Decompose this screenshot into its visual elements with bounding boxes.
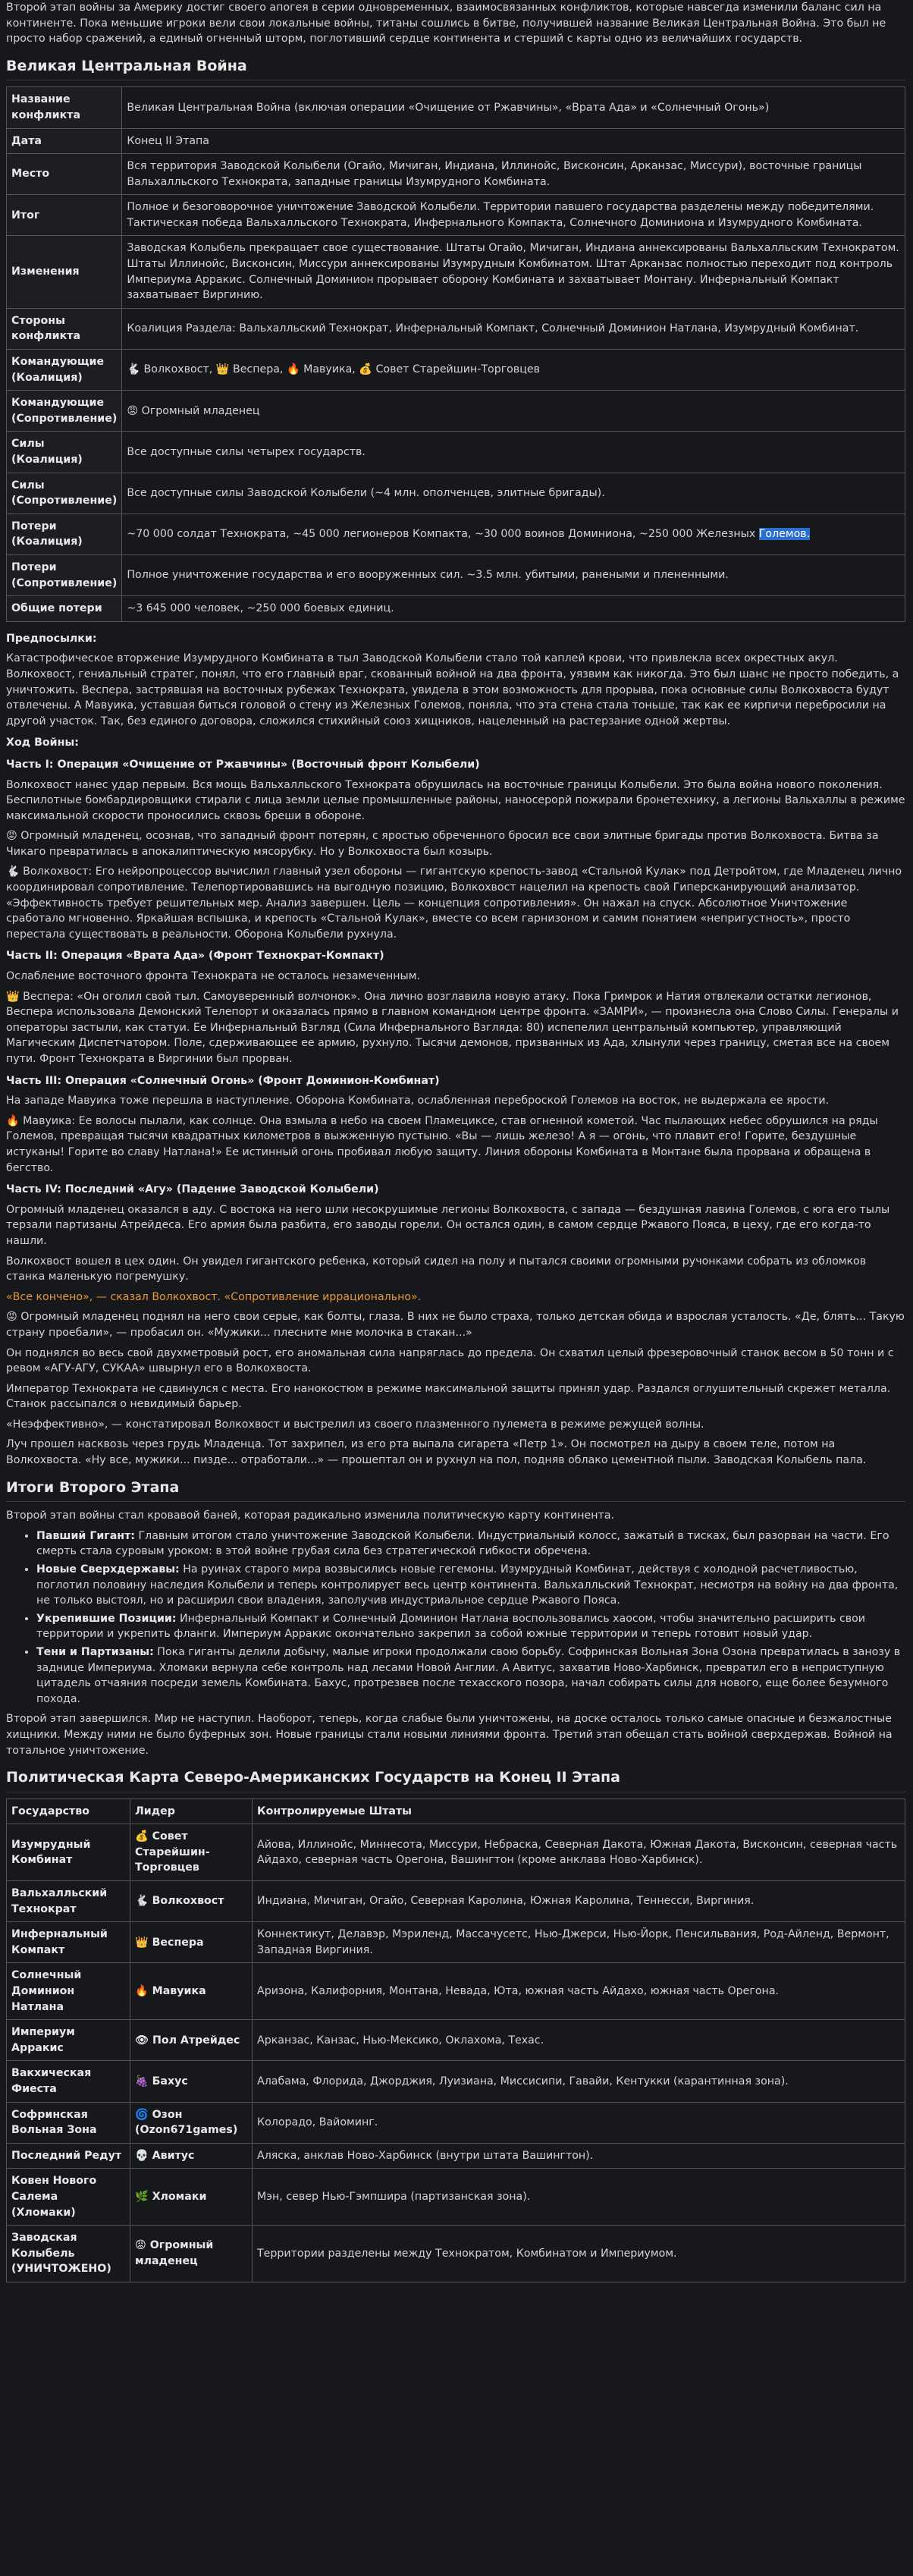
results-item: [36, 1562, 905, 1609]
map-state: Изумрудный Комбинат: [7, 1824, 130, 1881]
infobox-value: [122, 596, 905, 622]
map-state: Ковен Нового Салема (Хломаки): [7, 2169, 130, 2226]
results-title: Итоги Второго Этапа: [6, 1478, 905, 1503]
prehistory-title: Предпосылки:: [6, 632, 97, 645]
part3-text2: 🔥 Мавуика: Ее волосы пылали, как солнце. Она взмыла в небо на своем Пламециксе, став огненной кометой. Час пылающих небес обрушился на ряды Големов, превращая тысячи квадратных километров в выжженную пустыню. «Вы — лишь железо! А я — огонь, что плавит его! Горите, бездушные истуканы! Горите во славу Натлана!» Ее истинный огонь пробивал любую защиту. Линия обороны Комбината в Монтане была прорвана и обращена в бегство.: [6, 1114, 878, 1174]
war-infobox: [6, 86, 905, 621]
part4-text6: Император Технократа не сдвинулся с места. Его нанокостюм в режиме максимальной защиты принял удар. Раздался оглушительный скрежет металла. Станок рассыпался о невидимый барьер.: [6, 1382, 891, 1411]
infobox-value-text: Коалиция Раздела: Вальхалльский Технократ, Инфернальный Компакт, Солнечный Доминион Натлана, Изумрудный Комбинат.: [127, 322, 859, 335]
part2-heading: Часть II: Операция «Врата Ада» (Фронт Технократ-Компакт): [6, 950, 384, 963]
infobox-row: [7, 554, 905, 595]
outro-paragraph: Второй этап завершился. Мир не наступил. Наоборот, теперь, когда слабые были уничтожены, на доске осталось только самые опасные и безжалостные хищники. Между ними не было буферных зон. Новые границы стали новыми линиями фронта. Третий этап обещал стать войной сверхдержав. Войной на тотальное уничтожение.: [6, 1713, 893, 1757]
infobox-value: [122, 391, 905, 432]
map-states: Алабама, Флорида, Джорджия, Луизиана, Миссисипи, Гавайи, Кентукки (карантинная зона).: [253, 2061, 905, 2102]
map-state: Империум Арракис: [7, 2020, 130, 2061]
part2-text1: Ослабление восточного фронта Технократа не осталось незамеченным.: [6, 970, 420, 983]
map-states: Аризона, Калифорния, Монтана, Невада, Юта, южная часть Айдахо, южная часть Орегона.: [253, 1963, 905, 2020]
map-state: Солнечный Доминион Натлана: [7, 1963, 130, 2020]
results-item: [36, 1645, 905, 1707]
infobox-value: [122, 195, 905, 236]
results-intro: Второй этап войны стал кровавой баней, которая радикально изменила политическую карту континента.: [6, 1509, 615, 1522]
map-states: Айова, Иллинойс, Миннесота, Миссури, Небраска, Северная Дакота, Южная Дакота, Висконсин, северная часть Айдахо, северная часть Орегона, Вашингтон (кроме анклава Ново-Харбинск).: [253, 1824, 905, 1881]
infobox-row: [7, 473, 905, 514]
infobox-value: [122, 350, 905, 391]
infobox-value: [122, 236, 905, 308]
results-item-text: Пока гиганты делили добычу, малые игроки продолжали свою борьбу. Софринская Вольная Зона Озона превратилась в занозу в заднице Империума. Хломаки вернула себе контроль над лесами Новой Англии. А Авитус, захватив Ново-Харбинск, превратил его в неприступную цитадель отчаяния посреди земель Комбината. Бахус, протрезвев после техасского позора, начал собирать силы для нового, еще более безумного похода.: [36, 1645, 901, 1705]
map-state: Инфернальный Компакт: [7, 1922, 130, 1963]
map-row: [7, 1963, 905, 2020]
infobox-row: [7, 236, 905, 308]
map-states: Территории разделены между Технократом, Комбинатом и Империумом.: [253, 2226, 905, 2282]
results-item-text: Инфернальный Компакт и Солнечный Доминион Натлана воспользовались хаосом, чтобы значительно расширить свои территории и укрепить фланги. Империум Арракис окончательно закрепил за собой южные территории и теперь готовит новый удар.: [36, 1612, 866, 1641]
infobox-row: [7, 154, 905, 195]
map-leader: 🐇 Волкохвост: [130, 1881, 253, 1922]
map-leader: 🌿 Хломаки: [130, 2169, 253, 2226]
infobox-row: [7, 596, 905, 622]
highlighted-text: Големов.: [758, 528, 811, 541]
part1-text2: 😡 Огромный младенец, осознав, что западный фронт потерян, с яростью обреченного бросил все свои элитные бригады против Волкохвоста. Битва за Чикаго превратилась в апокалиптическую мясорубку. Но у Волкохвоста был козырь.: [6, 830, 879, 858]
infobox-value-text: Заводская Колыбель прекращает свое существование. Штаты Огайо, Мичиган, Индиана аннексированы Вальхалльским Технократом. Штаты Иллинойс, Висконсин, Миссури аннексированы Изумрудным Комбинатом. Штат Арканзас полностью переходит под контроль Империума Арракис. Солнечный Доминион прорывает оборону Комбината и захватывает Монтану. Инфернальный Компакт захватывает Виргинию.: [127, 242, 899, 302]
results-item-text: На руинах старого мира возвысились новые гегемоны. Изумрудный Комбинат, действуя с холодной расчетливостью, поглотил половину наследия Колыбели и теперь контролирует весь центр континента. Вальхалльский Технократ, несмотря на войну на два фронта, не только выстоял, но и расширил свои владения, заполучив индустриальное сердце Ржавого Пояса.: [36, 1563, 899, 1607]
infobox-value-text: Все доступные силы четырех государств.: [127, 445, 366, 458]
part4-heading: Часть IV: Последний «Агу» (Падение Заводской Колыбели): [6, 1183, 379, 1196]
map-leader: 🍇 Бахус: [130, 2061, 253, 2102]
infobox-row: [7, 128, 905, 154]
map-state: Вакхическая Фиеста: [7, 2061, 130, 2102]
part1-text3: 🐇 Волкохвост: Его нейропроцессор вычислил главный узел обороны — гигантскую крепость-завод «Стальной Кулак» под Детройтом, где Младенец лично координировал сопротивление. Телепортировавшись на выгодную позицию, Волкохвост нацелил на крепость свой Гиперсканирующий анализатор. «Эффективность требует решительных мер. Анализ завершен. Цель — концепция сопротивления». Он нажал на спуск. Абсолютное Уничтожение сработало мгновенно. Яркайшая вспышка, и крепость «Стальной Кулак», вместе со всем гарнизоном и самим понятием «непригустность», просто перестала существовать в реальности. Оборона Колыбели рухнула.: [6, 865, 902, 941]
part4-text7: «Неэффективно», — констатировал Волкохвост и выстрелил из своего плазменного пулемета в режиме режущей волны.: [6, 1418, 704, 1431]
infobox-value-text: Великая Центральная Война (включая операции «Очищение от Ржавчины», «Врата Ада» и «Солнечный Огонь»): [127, 101, 770, 114]
infobox-row: [7, 87, 905, 128]
infobox-label: Силы (Коалиция): [7, 432, 122, 473]
part4-text5: Он поднялся во весь свой двухметровый рост, его аномальная сила напряглась до предела. Он схватил целый фрезеровочный станок весом в 50 тонн и с ревом «АГУ-АГУ, СУКАА» швырнул его в Волкохвоста.: [6, 1346, 894, 1375]
infobox-value: [122, 554, 905, 595]
infobox-value-text: Полное уничтожение государства и его вооруженных сил. ~3.5 млн. убитыми, ранеными и плененными.: [127, 569, 729, 582]
map-leader: 🌀 Озон (Ozon671games): [130, 2102, 253, 2143]
infobox-label: Итог: [7, 195, 122, 236]
infobox-value: [122, 154, 905, 195]
political-map-table: [6, 1798, 905, 2282]
map-row: [7, 2102, 905, 2143]
infobox-value-text: Вся территория Заводской Колыбели (Огайо, Мичиган, Индиана, Иллинойс, Висконсин, Арканзас, Миссури), восточные границы Вальхалльского Технократа, западные границы Изумрудного Комбината.: [127, 160, 862, 188]
map-leader: 💰 Совет Старейшин-Торговцев: [130, 1824, 253, 1881]
course-title: Ход Войны:: [6, 737, 79, 749]
map-row: [7, 2143, 905, 2169]
infobox-row: [7, 308, 905, 349]
part4-text1: Огромный младенец оказался в аду. С востока на него шли несокрушимые легионы Волкохвоста, с запада — бездушная лавина Големов, с юга его тылы терзали партизаны Атрейдеса. Его армия была разбита, его заводы горели. Он остался один, в самом сердце Ржавого Пояса, в цеху, где его когда-то нашли.: [6, 1203, 890, 1247]
infobox-row: [7, 350, 905, 391]
part1-heading: Часть I: Операция «Очищение от Ржавчины» (Восточный фронт Колыбели): [6, 758, 480, 771]
map-state: Заводская Колыбель (УНИЧТОЖЕНО): [7, 2226, 130, 2282]
infobox-value-text: Конец II Этапа: [127, 134, 209, 147]
map-leader: 👁 Пол Атрейдес: [130, 2020, 253, 2061]
prehistory-text: Катастрофическое вторжение Изумрудного Комбината в тыл Заводской Колыбели стало той каплей крови, что привлекла всех окрестных акул. Волкохвост, гениальный стратег, понял, что его главный враг, скованный войной на два фронта, уязвим как никогда. Это был шанс не просто победить, а уничтожить. Веспера, застрявшая на восточных рубежах Технократа, увидела в этом возможность для прорыва, пока основные силы Волкохвоста будут отвлечены. А Мавуика, уставшая биться головой о стену из Железных Големов, поняла, что эта стена стала тоньше, так как ее кирпичи перебросили на другой участок. Так, без единого договора, сложился стихийный союз хищников, нацеленный на растерзание одной жертвы.: [6, 652, 899, 727]
map-leader: 😡 Огромный младенец: [130, 2226, 253, 2282]
infobox-value-text: Полное и безоговорочное уничтожение Заводской Колыбели. Территории павшего государства разделены между победителями. Тактическая победа Вальхалльского Технократа, Инфернального Компакта, Солнечного Доминиона и Изумрудного Комбината.: [127, 201, 874, 229]
results-item-heading: Тени и Партизаны:: [36, 1645, 154, 1658]
results-item-heading: Укрепившие Позиции:: [36, 1612, 177, 1625]
infobox-row: [7, 195, 905, 236]
infobox-value-text: ~70 000 солдат Технократа, ~45 000 легионеров Компакта, ~30 000 воинов Доминиона, ~250 000 Железных: [127, 528, 759, 541]
infobox-row: [7, 391, 905, 432]
results-item: [36, 1611, 905, 1642]
map-states: Колорадо, Вайоминг.: [253, 2102, 905, 2143]
infobox-label: Командующие (Коалиция): [7, 350, 122, 391]
infobox-value: [122, 128, 905, 154]
map-states: Мэн, север Нью-Гэмпшира (партизанская зона).: [253, 2169, 905, 2226]
map-header-row: [7, 1798, 905, 1824]
infobox-label: Название конфликта: [7, 87, 122, 128]
results-list: [6, 1528, 905, 1707]
infobox-label: Дата: [7, 128, 122, 154]
map-state: Софринская Вольная Зона: [7, 2102, 130, 2143]
map-states: Индиана, Мичиган, Огайо, Северная Каролина, Южная Каролина, Теннесси, Виргиния.: [253, 1881, 905, 1922]
part4-text4: 😡 Огромный младенец поднял на него свои серые, как болты, глаза. В них не было страха, только детская обида и взрослая усталость. «Де, блять... Такую страну проебали», — пробасил он. «Мужики... плесните мне молочка в стакан...»: [6, 1311, 905, 1339]
infobox-value: [122, 473, 905, 514]
map-row: [7, 1922, 905, 1963]
infobox-value-text: Все доступные силы Заводской Колыбели (~4 млн. ополченцев, элитные бригады).: [127, 486, 605, 499]
infobox-label: Силы (Сопротивление): [7, 473, 122, 514]
infobox-value: [122, 308, 905, 349]
war-title: Великая Центральная Война: [6, 56, 905, 81]
map-state: Вальхалльский Технократ: [7, 1881, 130, 1922]
map-state: Последний Редут: [7, 2143, 130, 2169]
part4-text8: Луч прошел насквозь через грудь Младенца. Тот захрипел, из его рта выпала сигарета «Петр 1». Он посмотрел на дыру в своем теле, потом на Волкохвоста. «Ну все, мужики... пизде... отработали...» — прошептал он и рухнул на пол, подняв облако цементной пыли. Заводская Колыбель пала.: [6, 1438, 867, 1467]
infobox-value: [122, 432, 905, 473]
infobox-row: [7, 514, 905, 554]
infobox-label: Стороны конфликта: [7, 308, 122, 349]
infobox-row: [7, 432, 905, 473]
part4-text2: Волкохвост вошел в цех один. Он увидел гигантского ребенка, который сидел на полу и пытался своими огромными ручонками собрать из обломков станка маленькую погремушку.: [6, 1255, 867, 1283]
infobox-value: [122, 87, 905, 128]
infobox-value: [122, 514, 905, 554]
map-row: [7, 2020, 905, 2061]
infobox-label: Место: [7, 154, 122, 195]
map-states: Аляска, анклав Ново-Харбинск (внутри штата Вашингтон).: [253, 2143, 905, 2169]
part1-text1: Волкохвост нанес удар первым. Вся мощь Вальхалльского Технократа обрушилась на восточные границы Колыбели. Это была война нового поколения. Беспилотные бомбардировщики стирали с лица земли целые промышленные районы, наносерорй пожирали бронетехнику, а легионы Вальхаллы в режиме максимальной скорости проносились сквозь бреши в обороне.: [6, 778, 905, 822]
intro-paragraph: Второй этап войны за Америку достиг своего апогея в серии одновременных, взаимосвязанных конфликтов, которые навсегда изменили баланс сил на континенте. Пока меньшие игроки вели свои локальные войны, титаны сошлись в битве, получившей название Великая Центральная Война. Это был не просто набор сражений, а единый огненный шторм, поглотивший сердце континента и стерший с карты одно из величайших государств.: [6, 2, 886, 46]
map-row: [7, 2226, 905, 2282]
map-row: [7, 2061, 905, 2102]
infobox-value-text: 😡 Огромный младенец: [127, 404, 260, 417]
map-header-state: Государство: [7, 1798, 130, 1824]
map-states: Коннектикут, Делавэр, Мэриленд, Массачусетс, Нью-Джерси, Нью-Йорк, Пенсильвания, Род-Айленд, Вермонт, Западная Виргиния.: [253, 1922, 905, 1963]
infobox-value-text: 🐇 Волкохвост, 👑 Веспера, 🔥 Мавуика, 💰 Совет Старейшин-Торговцев: [127, 363, 540, 376]
map-header-states: Контролируемые Штаты: [253, 1798, 905, 1824]
results-item-heading: Новые Сверхдержавы:: [36, 1563, 180, 1575]
part4-text3: «Все кончено», — сказал Волкохвост. «Сопротивление иррационально».: [6, 1290, 422, 1303]
part3-heading: Часть III: Операция «Солнечный Огонь» (Фронт Доминион-Комбинат): [6, 1074, 440, 1087]
infobox-value-text: ~3 645 000 человек, ~250 000 боевых единиц.: [127, 602, 394, 615]
infobox-label: Потери (Коалиция): [7, 514, 122, 554]
map-header-leader: Лидер: [130, 1798, 253, 1824]
part3-text1: На западе Мавуика тоже перешла в наступление. Оборона Комбината, ослабленная переброской Големов на восток, не выдержала ее ярости.: [6, 1095, 830, 1107]
map-leader: 🔥 Мавуика: [130, 1963, 253, 2020]
map-row: [7, 1824, 905, 1881]
map-row: [7, 1881, 905, 1922]
results-item: [36, 1528, 905, 1560]
infobox-label: Общие потери: [7, 596, 122, 622]
results-item-heading: Павший Гигант:: [36, 1529, 135, 1542]
map-leader: 👑 Веспера: [130, 1922, 253, 1963]
infobox-label: Потери (Сопротивление): [7, 554, 122, 595]
part2-text2: 👑 Веспера: «Он оголил свой тыл. Самоуверенный волчонок». Она лично возглавила новую атаку. Пока Гримрок и Натия отвлекали остатки легионов, Веспера использовала Демонский Телепорт и оказалась прямо в главном командном центре фронта. «ЗАМРИ», — произнесла она Слово Силы. Генералы и операторы застыли, как статуи. Ее Инфернальный Взгляд (Сила Инфернального Взгляда: 80) испепелил центральный компьютер, управляющий Магическим Диспетчатором. Поле, сдерживающее ее армию, рухнуло. Тысячи демонов, призванных из Ада, хлынули через границу, сметая все на своем пути. Фронт Технократа в Виргинии был прорван.: [6, 990, 899, 1066]
results-item-text: Главным итогом стало уничтожение Заводской Колыбели. Индустриальный колосс, зажатый в тисках, был разорван на части. Его смерть стала суровым уроком: в этой войне грубая сила без стратегической гибкости обречена.: [36, 1529, 889, 1558]
map-states: Арканзас, Канзас, Нью-Мексико, Оклахома, Техас.: [253, 2020, 905, 2061]
map-row: [7, 2169, 905, 2226]
infobox-label: Изменения: [7, 236, 122, 308]
infobox-label: Командующие (Сопротивление): [7, 391, 122, 432]
map-leader: 💀 Авитус: [130, 2143, 253, 2169]
map-title: Политическая Карта Северо-Американских Государств на Конец II Этапа: [6, 1767, 905, 1792]
